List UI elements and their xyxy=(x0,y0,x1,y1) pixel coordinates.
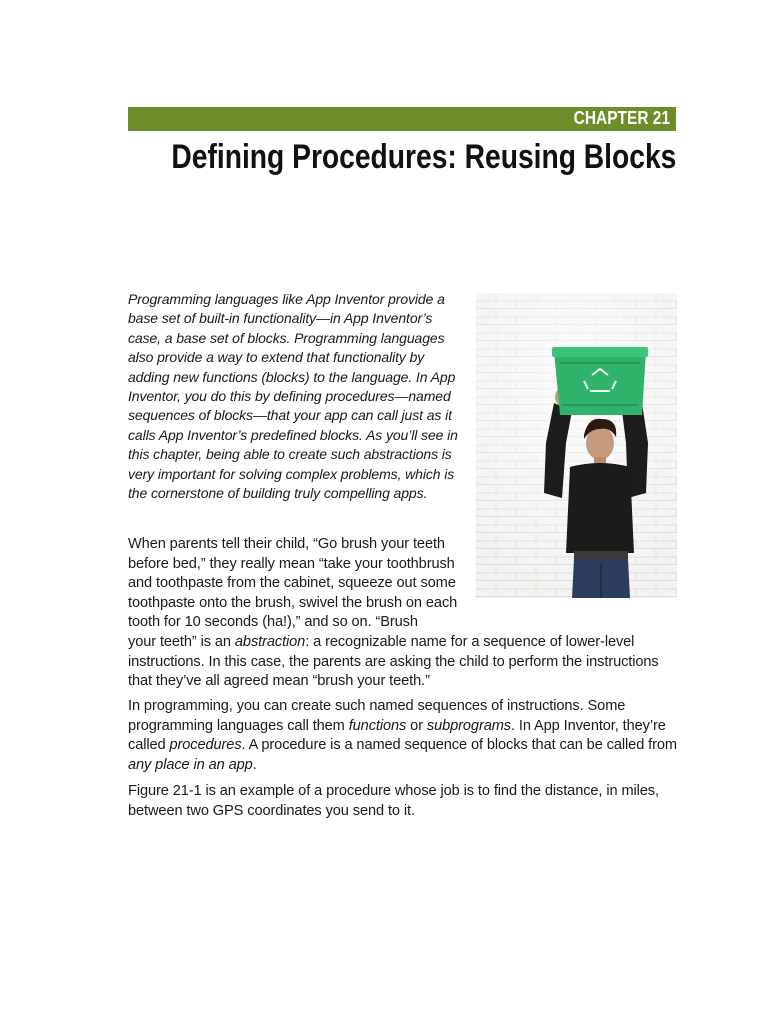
chapter-title: Defining Procedures: Reusing Blocks xyxy=(171,138,676,176)
emphasis-subprograms: subprograms xyxy=(426,717,511,734)
emphasis-functions: functions xyxy=(348,717,407,734)
paragraph-figure-reference: Figure 21-1 is an example of a procedure whose job is to find the distance, in miles, between two GPS coordinates you send to it. xyxy=(128,783,659,819)
p2-text-e: . xyxy=(252,756,257,773)
p2-text-c: . In App Inventor, they’re called xyxy=(128,717,666,754)
paragraph-named-sequences xyxy=(128,697,678,775)
emphasis-abstraction: abstraction xyxy=(234,633,306,650)
paragraph-brush-teeth-a: your teeth” is an xyxy=(128,633,235,650)
p2-text-d: . A procedure is a named sequence of blocks that can be called from xyxy=(241,737,677,754)
intro-paragraph: Programming languages like App Inventor provide a base set of built-in functionality—in App Inventor’s case, a base set of blocks. Programming languages also provide a way to extend that functionality by adding new functions (blocks) to the language. In App Inventor, you do this by defining procedures—named sequences of blocks—that your app can call just as it calls App Inventor’s predefined blocks. As you’ll see in this chapter, being able to create such abstractions is very important for solving complex problems, which is the cornerstone of building truly compelling apps. xyxy=(128,291,458,502)
chapter-label: CHAPTER 21 xyxy=(573,108,670,128)
p2-text-b: or xyxy=(406,717,427,734)
p2-text-a: In programming, you can create such named sequences of instructions. Some programming languages call them xyxy=(128,698,626,734)
chapter-banner xyxy=(128,107,676,131)
emphasis-procedures: procedures xyxy=(169,737,242,754)
recycling-bin xyxy=(552,347,648,415)
paragraph-brush-teeth xyxy=(128,535,678,692)
emphasis-any-place: any place in an app xyxy=(128,756,253,773)
paragraph-brush-teeth-narrow: When parents tell their child, “Go brush your teeth before bed,” they really mean “take your toothbrush and toothpaste from the cabinet, squeeze out some toothpaste onto the brush, swivel the brush on each tooth for 10 seconds (ha!),” and so on. “Brush xyxy=(128,536,458,631)
paragraph-brush-teeth-b: : a recognizable name for a sequence of lower-level instructions. In this case, the parents are asking the child to perform the instructions that they’ve all agreed mean “brush your teeth.” xyxy=(128,633,659,690)
